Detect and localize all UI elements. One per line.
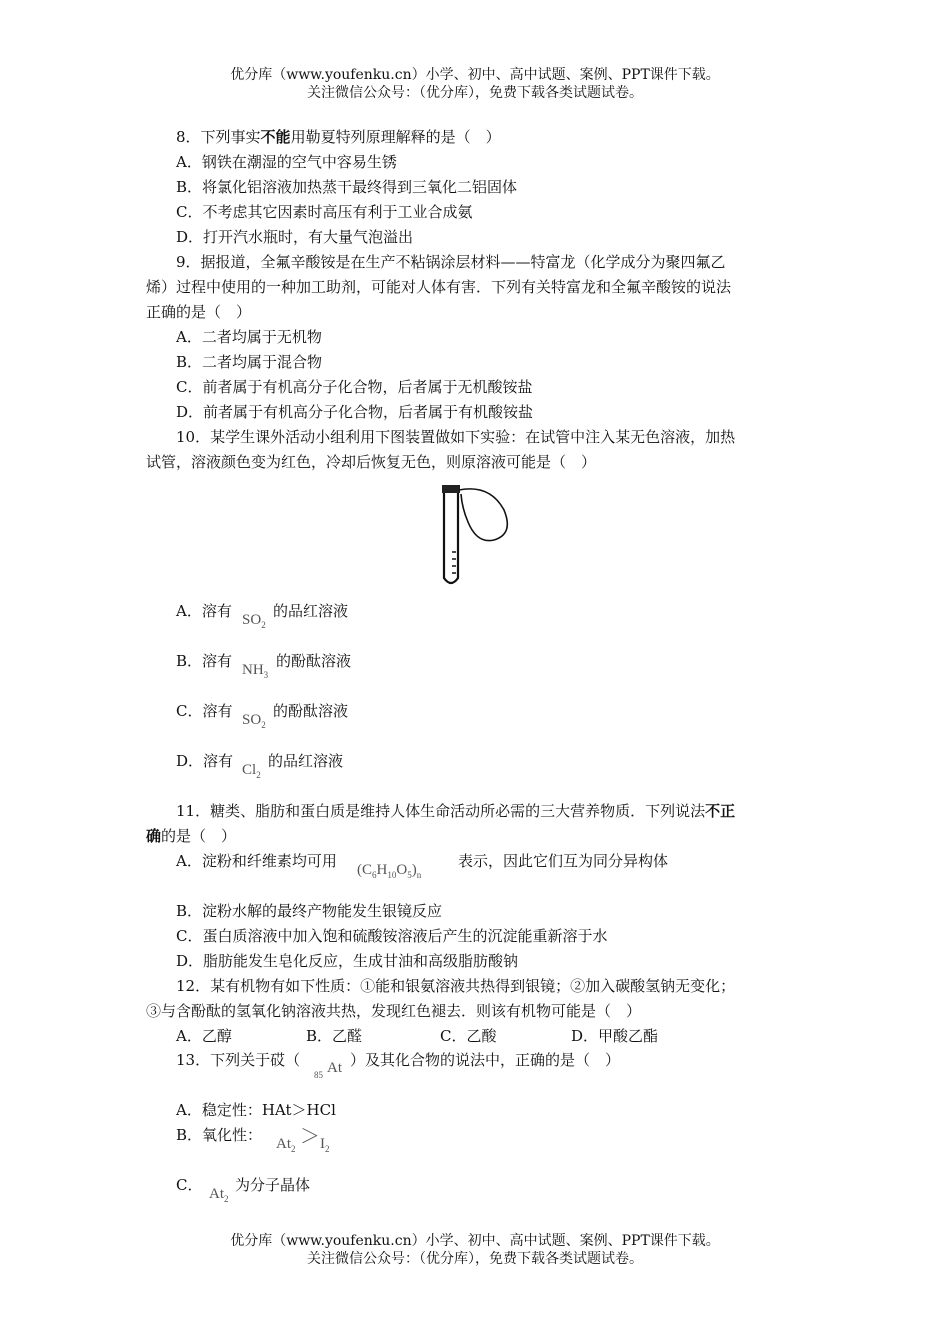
- q13-option-b-pre: B．氧化性：: [176, 1126, 263, 1144]
- q13-option-b-greater-than: ＞: [300, 1126, 320, 1148]
- q9-option-d: D．前者属于有机高分子化合物，后者属于有机酸铵盐: [176, 403, 534, 421]
- q13-option-a: A．稳定性：HAt＞HCl: [176, 1101, 336, 1119]
- question-11-text-end: 的是（ ）: [161, 827, 237, 845]
- question-10-line-1: 10．某学生课外活动小组利用下图装置做如下实验：在试管中注入某无色溶液，加热: [176, 428, 736, 446]
- q8-option-b: B．将氯化铝溶液加热蒸干最终得到三氧化二铝固体: [176, 178, 518, 196]
- question-8-text-end: 用勒夏特列原理解释的是（ ）: [290, 128, 501, 146]
- question-8-stem: [176, 127, 501, 147]
- question-13-post: ）及其化合物的说法中，正确的是（ ）: [350, 1051, 621, 1069]
- q8-option-a: A．钢铁在潮湿的空气中容易生锈: [176, 153, 397, 171]
- q13-option-c-pre: C．: [176, 1176, 203, 1194]
- q10-option-d-formula: $Cl_2$: [242, 762, 261, 780]
- header-line-1: 优分库（www.youfenku.cn）小学、初中、高中试题、案例、PPT课件下载。: [230, 67, 720, 83]
- question-11-line-2: [146, 826, 236, 846]
- q11-option-d: D．脂肪能发生皂化反应，生成甘油和高级脂肪酸钠: [176, 952, 519, 970]
- q10-option-d: [176, 751, 233, 771]
- q10-option-c-formula: $SO_2$: [242, 712, 266, 730]
- q13-option-c-formula: $At_2$: [209, 1186, 229, 1204]
- q11-option-a-formula: $(C_6H_{10}O_5)_n$: [357, 862, 422, 880]
- q13-option-b-formula-2: $I_2$: [320, 1136, 330, 1154]
- q10-option-c: [176, 701, 232, 721]
- q10-option-a: [176, 601, 232, 621]
- q8-option-d: D．打开汽水瓶时，有大量气泡溢出: [176, 228, 414, 246]
- page-footer: [0, 1232, 950, 1268]
- footer-line-2: 关注微信公众号：（优分库），免费下载各类试题试卷。: [307, 1251, 643, 1267]
- q12-option-a: A．乙醇: [176, 1027, 232, 1045]
- q13-option-c-post: 为分子晶体: [235, 1176, 311, 1194]
- q8-option-c: C．不考虑其它因素时高压有利于工业合成氨: [176, 203, 473, 221]
- q10-option-d-pre: D．溶有: [176, 752, 234, 770]
- balloon-outline: [459, 489, 507, 541]
- q12-option-d: D．甲酸乙酯: [571, 1027, 659, 1045]
- q13-atomic-number: 85: [314, 1070, 323, 1080]
- question-12-line-2: ③与含酚酞的氢氧化钠溶液共热，发现红色褪去．则该有机物可能是（ ）: [146, 1002, 642, 1020]
- question-9-line-1: 9．据报道，全氟辛酸铵是在生产不粘锅涂层材料——特富龙（化学成分为聚四氟乙: [176, 253, 726, 271]
- q10-option-a-pre: A．溶有: [176, 602, 232, 620]
- question-12-line-1: 12．某有机物有如下性质：①能和银氨溶液共热得到银镜；②加入碳酸氢钠无变化；: [176, 977, 736, 995]
- q11-option-c: C．蛋白质溶液中加入饱和硫酸铵溶液后产生的沉淀能重新溶于水: [176, 927, 608, 945]
- header-line-2: 关注微信公众号：（优分库），免费下载各类试题试卷。: [307, 85, 643, 101]
- question-10-line-2: 试管，溶液颜色变为红色，冷却后恢复无色，则原溶液可能是（ ）: [146, 453, 597, 471]
- question-11-emphasis-2: 确: [146, 827, 162, 845]
- q10-option-a-post: 的品红溶液: [273, 602, 349, 620]
- question-11-text: 11．糖类、脂肪和蛋白质是维持人体生命活动所必需的三大营养物质．下列说法: [176, 802, 706, 820]
- page-header: [0, 66, 950, 102]
- question-9-line-2: 烯）过程中使用的一种加工助剂，可能对人体有害．下列有关特富龙和全氟辛酸铵的说法: [146, 278, 732, 296]
- q11-option-a-post: 表示，因此它们互为同分异构体: [458, 852, 669, 870]
- test-tube-figure: [432, 482, 516, 590]
- q10-option-b-post: 的酚酞溶液: [276, 652, 352, 670]
- q13-element-symbol: At: [327, 1060, 342, 1076]
- question-9-line-3: 正确的是（ ）: [146, 303, 252, 321]
- footer-line-1: 优分库（www.youfenku.cn）小学、初中、高中试题、案例、PPT课件下载。: [230, 1233, 720, 1249]
- question-13-pre: 13．下列关于砹（: [176, 1051, 301, 1069]
- q9-option-a: A．二者均属于无机物: [176, 328, 322, 346]
- q10-option-b: [176, 651, 232, 671]
- test-tube-body: [444, 493, 458, 583]
- q10-option-b-formula: $NH_3$: [242, 662, 269, 680]
- q12-option-b: B．乙醛: [306, 1027, 363, 1045]
- question-11-emphasis: 不正: [705, 802, 736, 820]
- q9-option-c: C．前者属于有机高分子化合物，后者属于无机酸铵盐: [176, 378, 533, 396]
- question-8-text: 8．下列事实: [176, 128, 261, 146]
- test-tube-stopper: [442, 485, 460, 493]
- q12-option-c: C．乙酸: [440, 1027, 497, 1045]
- q11-option-a-pre: A．淀粉和纤维素均可用: [176, 852, 337, 870]
- q10-option-a-formula: $SO_2$: [242, 612, 266, 630]
- q10-option-c-post: 的酚酞溶液: [273, 702, 349, 720]
- q11-option-b: B．淀粉水解的最终产物能发生银镜反应: [176, 902, 443, 920]
- q10-option-b-pre: B．溶有: [176, 652, 233, 670]
- q9-option-b: B．二者均属于混合物: [176, 353, 323, 371]
- q13-option-b-formula-1: $At_2$: [276, 1136, 296, 1154]
- q10-option-c-pre: C．溶有: [176, 702, 233, 720]
- question-8-emphasis: 不能: [260, 128, 291, 146]
- q10-option-d-post: 的品红溶液: [268, 752, 344, 770]
- question-11-line-1: [176, 801, 735, 821]
